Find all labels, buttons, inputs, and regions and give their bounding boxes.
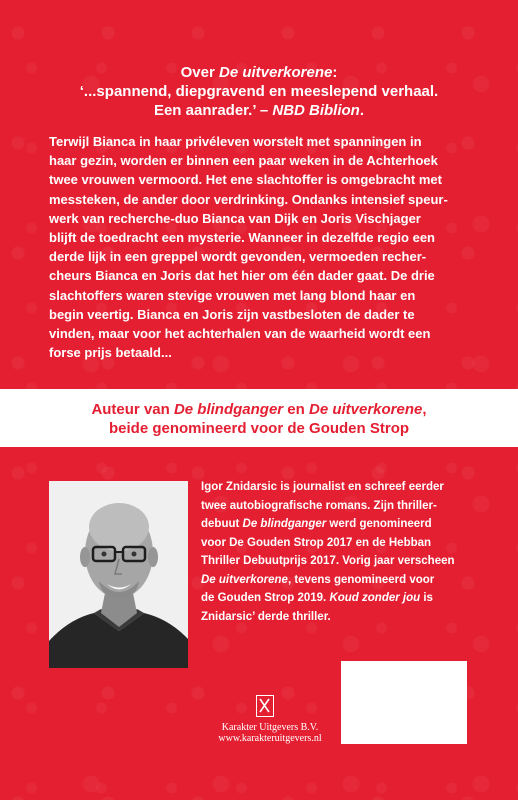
- publisher-logo-icon: [256, 695, 274, 717]
- publisher-url: www.karakteruitgevers.nl: [218, 733, 322, 744]
- band-line-1: Auteur van De blindganger en De uitverkorene,: [91, 401, 427, 418]
- author-band: [0, 389, 518, 447]
- author-portrait-icon: [49, 481, 188, 668]
- synopsis-line: derde lijk in een greppel wordt gevonden, vermoeden recher-: [49, 249, 427, 265]
- synopsis-line: messteken, de ander door verdrinking. Ondanks intensief speur-: [49, 191, 448, 207]
- bio-line: Igor Znidarsic is journalist en schreef eerder: [201, 481, 444, 493]
- bio-line: Thriller Debuutprijs 2017. Vorig jaar verscheen: [201, 555, 455, 567]
- quote-line-1: Over De uitverkorene:: [180, 64, 338, 81]
- synopsis: [49, 132, 474, 362]
- publisher-info: [215, 722, 325, 744]
- publisher-name: Karakter Uitgevers B.V.: [221, 722, 319, 733]
- synopsis-line: slachtoffers waren stevige vrouwen met lang blond haar en: [49, 287, 416, 303]
- author-bio: [201, 478, 481, 626]
- bio-line: de Gouden Strop 2019. Koud zonder jou is: [201, 592, 433, 604]
- author-photo: [49, 481, 188, 668]
- bio-line: Znidarsic’ derde thriller.: [201, 610, 331, 623]
- synopsis-line: begin veertig. Bianca en Joris zijn vastbesloten de dader te: [49, 306, 415, 322]
- publisher-monogram-icon: [257, 696, 272, 715]
- bio-line: debuut De blindganger werd genomineerd: [201, 518, 432, 530]
- bio-line: twee autobiografische romans. Zijn thriller-: [201, 499, 437, 512]
- synopsis-line: cheurs Bianca en Joris dat het hier om één dader gaat. De drie: [49, 268, 435, 284]
- synopsis-line: vinden, maar voor het achterhalen van de waarheid wordt een: [49, 326, 431, 342]
- review-quote: [0, 63, 518, 120]
- bio-line: voor De Gouden Strop 2017 en de Hebban: [201, 536, 432, 549]
- quote-line-2: ‘...spannend, diepgravend en meeslepend verhaal.: [79, 83, 439, 100]
- quote-line-3: Een aanrader.’ – NBD Biblion.: [153, 102, 365, 119]
- synopsis-line: werk van recherche-duo Bianca van Dijk en Joris Vischjager: [49, 210, 421, 226]
- bio-line: De uitverkorene, tevens genomineerd voor: [201, 573, 435, 586]
- synopsis-line: forse prijs betaald...: [49, 345, 172, 361]
- band-line-2: beide genomineerd voor de Gouden Strop: [108, 420, 410, 437]
- synopsis-line: Terwijl Bianca in haar privéleven worstelt met spanningen in: [49, 134, 422, 149]
- synopsis-line: blijft de toedracht een mysterie. Wanneer in dezelfde regio een: [49, 230, 436, 246]
- synopsis-line: twee vrouwen vermoord. Het ene slachtoffer is omgebracht met: [49, 172, 442, 188]
- synopsis-line: haar gezin, worden er binnen een paar weken in de Achterhoek: [49, 153, 438, 169]
- barcode-area: [341, 661, 467, 744]
